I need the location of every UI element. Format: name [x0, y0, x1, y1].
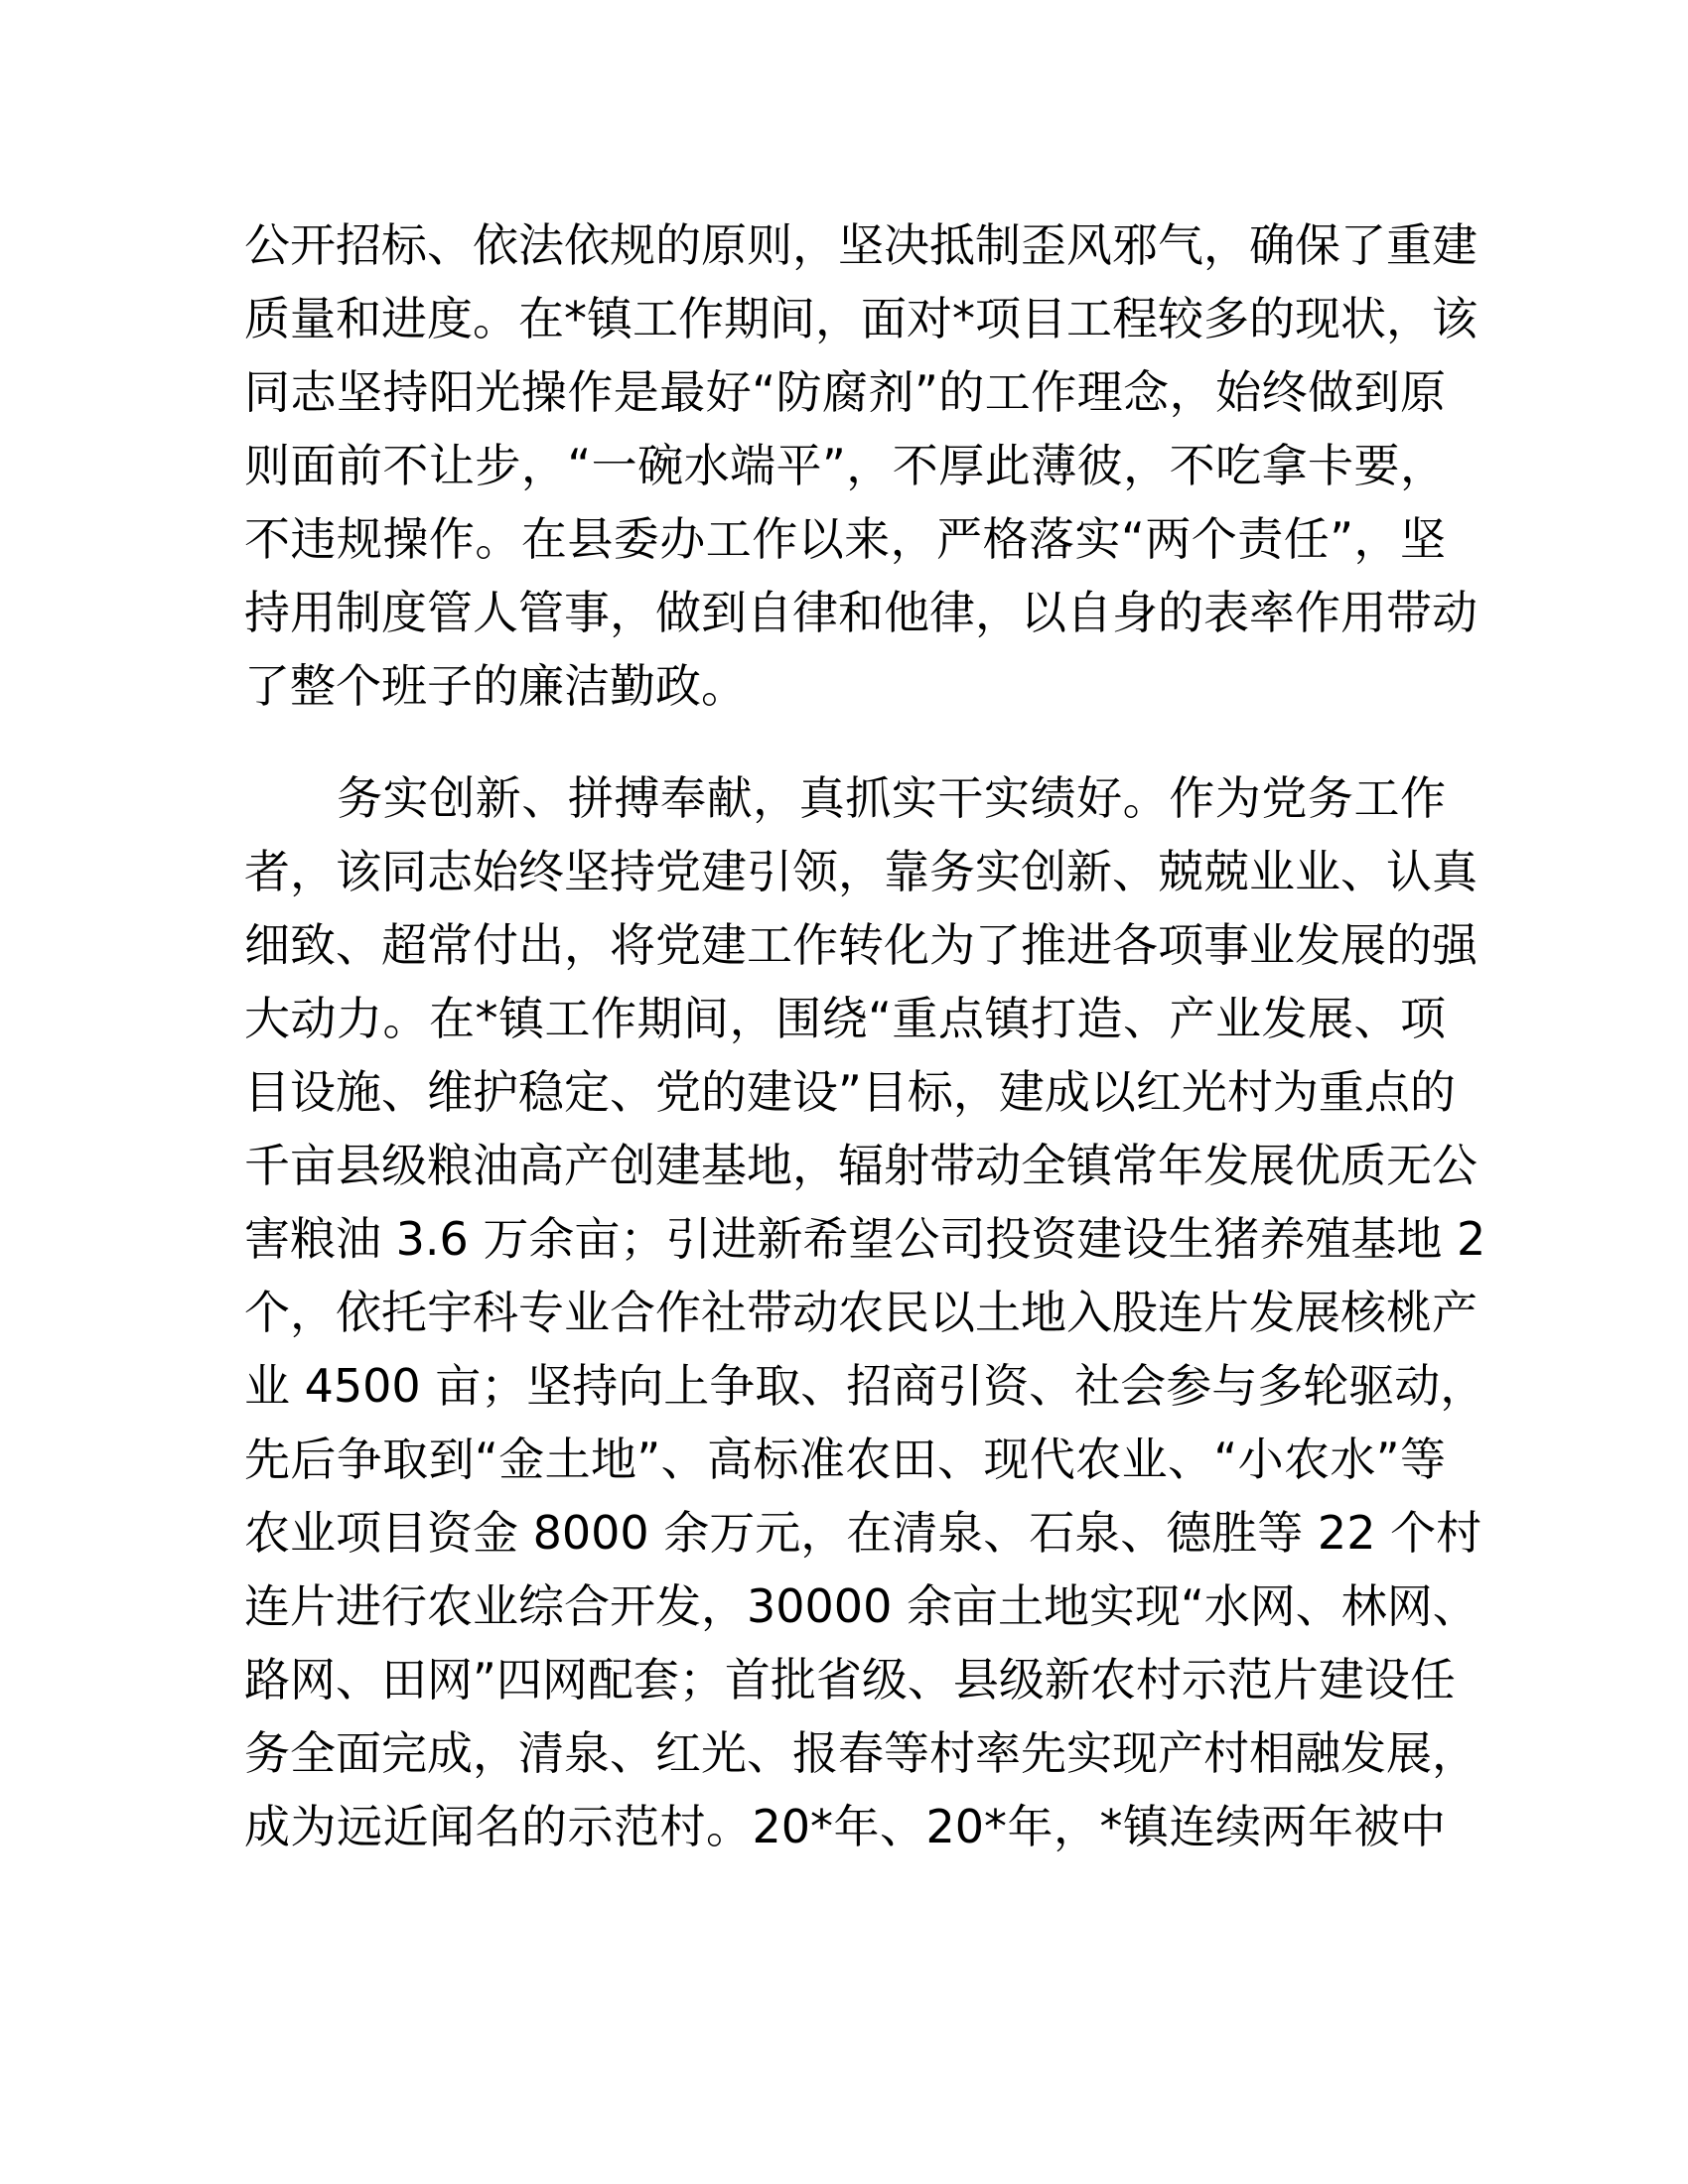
- text-line: 个，依托宇科专业合作社带动农民以土地入股连片发展核桃产: [244, 1286, 1477, 1339]
- text-line: 大动力。在*镇工作期间，围绕“重点镇打造、产业发展、项: [244, 992, 1446, 1045]
- text-line: 务实创新、拼搏奉献，真抓实干实绩好。作为党务工作: [244, 771, 1446, 825]
- text-line: 千亩县级粮油高产创建基地，辐射带动全镇常年发展优质无公: [244, 1139, 1477, 1192]
- text-line: 目设施、维护稳定、党的建设”目标，建成以红光村为重点的: [244, 1065, 1456, 1119]
- text-line: 农业项目资金 8000 余万元，在清泉、石泉、德胜等 22 个村: [244, 1506, 1482, 1560]
- text-line: 成为远近闻名的示范村。20*年、20*年，*镇连续两年被中: [244, 1800, 1446, 1853]
- text-line: 先后争取到“金土地”、高标准农田、现代农业、“小农水”等: [244, 1433, 1446, 1486]
- text-line: 连片进行农业综合开发，30000 余亩土地实现“水网、林网、: [244, 1579, 1478, 1633]
- text-line: 持用制度管人管事，做到自律和他律，以自身的表率作用带动: [244, 586, 1477, 639]
- text-line: 质量和进度。在*镇工作期间，面对*项目工程较多的现状，该: [244, 292, 1477, 345]
- text-line: 同志坚持阳光操作是最好“防腐剂”的工作理念，始终做到原: [244, 365, 1446, 419]
- text-line: 害粮油 3.6 万余亩；引进新希望公司投资建设生猪养殖基地 2: [244, 1212, 1486, 1266]
- paragraph-innovation: [244, 761, 1486, 1863]
- text-line: 路网、田网”四网配套；首批省级、县级新农村示范片建设任: [244, 1653, 1456, 1706]
- text-line: 细致、超常付出，将党建工作转化为了推进各项事业发展的强: [244, 918, 1477, 972]
- text-line: 了整个班子的廉洁勤政。: [244, 659, 747, 713]
- text-line: 则面前不让步，“一碗水端平”，不厚此薄彼，不吃拿卡要，: [244, 439, 1446, 492]
- text-line: 业 4500 亩；坚持向上争取、招商引资、社会参与多轮驱动，: [244, 1359, 1486, 1413]
- text-line: 者，该同志始终坚持党建引领，靠务实创新、兢兢业业、认真: [244, 845, 1477, 898]
- text-line: 务全面完成，清泉、红光、报春等村率先实现产村相融发展，: [244, 1726, 1477, 1780]
- text-line: 公开招标、依法依规的原则，坚决抵制歪风邪气，确保了重建: [244, 218, 1477, 272]
- paragraph-integrity: [244, 208, 1477, 723]
- text-line: 不违规操作。在县委办工作以来，严格落实“两个责任”，坚: [244, 512, 1446, 566]
